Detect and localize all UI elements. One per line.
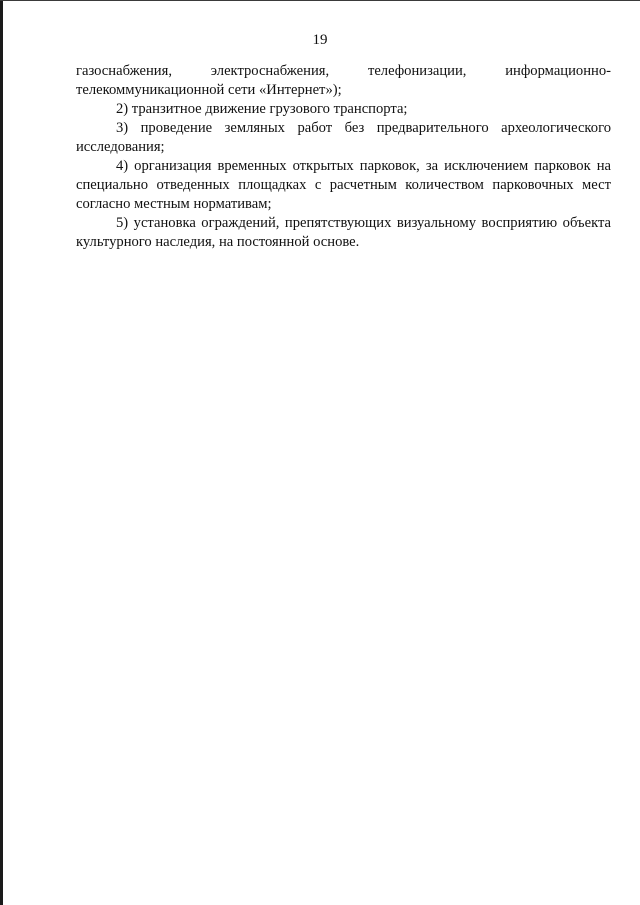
word: газоснабжения,	[76, 63, 172, 79]
paragraph-2: 2) транзитное движение грузового транспорта;	[116, 101, 408, 117]
page-number: 19	[312, 32, 328, 48]
paragraph-3: 3) проведение земляных работ без предварительного археологического исследования;	[76, 120, 611, 155]
paragraph-1	[76, 62, 611, 100]
paragraph-1-line-2: телекоммуникационной сети «Интернет»);	[76, 82, 342, 98]
word: информационно-	[505, 63, 611, 79]
word: телефонизации,	[367, 63, 467, 79]
scan-edge-top	[0, 0, 640, 1]
document-body	[76, 62, 611, 252]
word: электроснабжения,	[210, 63, 330, 79]
paragraph-4: 4) организация временных открытых парковок, за исключением парковок на специально отведенных площадках с расчетным количеством парковочных мест согласно местным нормативам;	[76, 158, 611, 212]
paragraph-5: 5) установка ограждений, препятствующих визуальному восприятию объекта культурного наследия, на постоянной основе.	[76, 215, 611, 250]
scan-edge-left	[0, 0, 3, 905]
paragraph-1-line-1	[76, 62, 611, 81]
